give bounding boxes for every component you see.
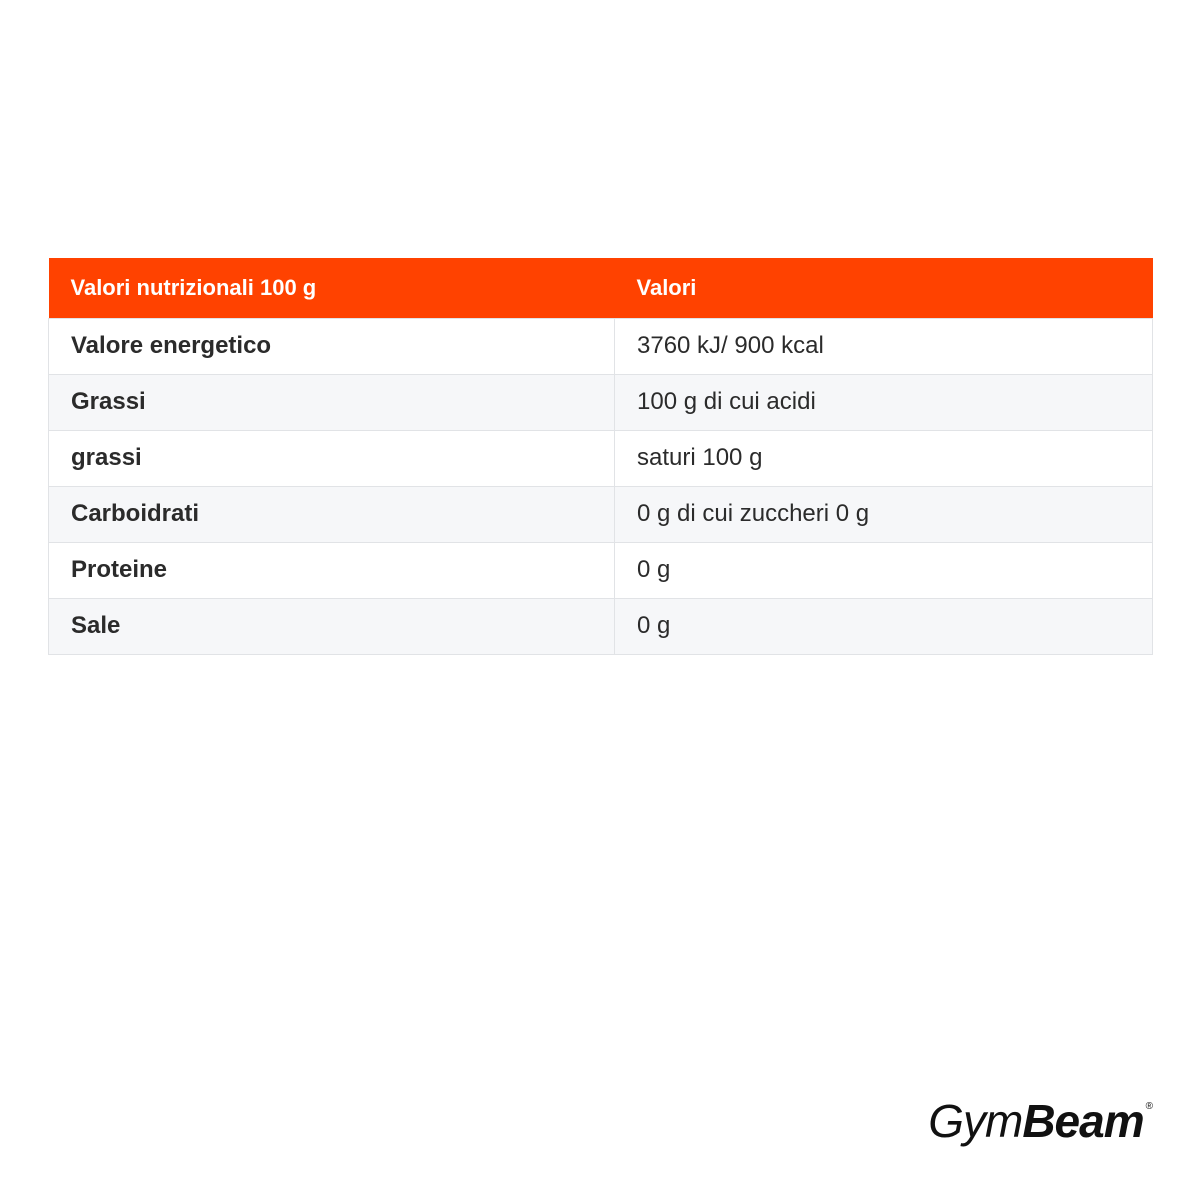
nutrient-value: 3760 kJ/ 900 kcal	[615, 318, 1153, 374]
header-nutrient: Valori nutrizionali 100 g	[49, 258, 615, 318]
nutrient-name: Valore energetico	[49, 318, 615, 374]
nutrient-name: Sale	[49, 598, 615, 654]
table-row	[49, 430, 1153, 486]
gymbeam-logo	[928, 1095, 1152, 1147]
nutrient-value: 0 g	[615, 542, 1153, 598]
table-row	[49, 486, 1153, 542]
header-values: Valori	[615, 258, 1153, 318]
nutrient-value: 0 g	[615, 598, 1153, 654]
nutrient-name: Proteine	[49, 542, 615, 598]
logo-text-beam: Beam	[1022, 1095, 1144, 1147]
table-row	[49, 318, 1153, 374]
nutrient-value: saturi 100 g	[615, 430, 1153, 486]
logo-text-gym: Gym	[928, 1095, 1023, 1147]
table-row	[49, 598, 1153, 654]
table-header-row	[49, 258, 1153, 318]
nutrient-value: 100 g di cui acidi	[615, 374, 1153, 430]
registered-mark: ®	[1145, 1101, 1152, 1112]
table-row	[49, 374, 1153, 430]
nutrient-name: Grassi	[49, 374, 615, 430]
nutrient-name: grassi	[49, 430, 615, 486]
table-row	[49, 542, 1153, 598]
nutrient-value: 0 g di cui zuccheri 0 g	[615, 486, 1153, 542]
nutrient-name: Carboidrati	[49, 486, 615, 542]
nutrition-table	[48, 258, 1153, 655]
